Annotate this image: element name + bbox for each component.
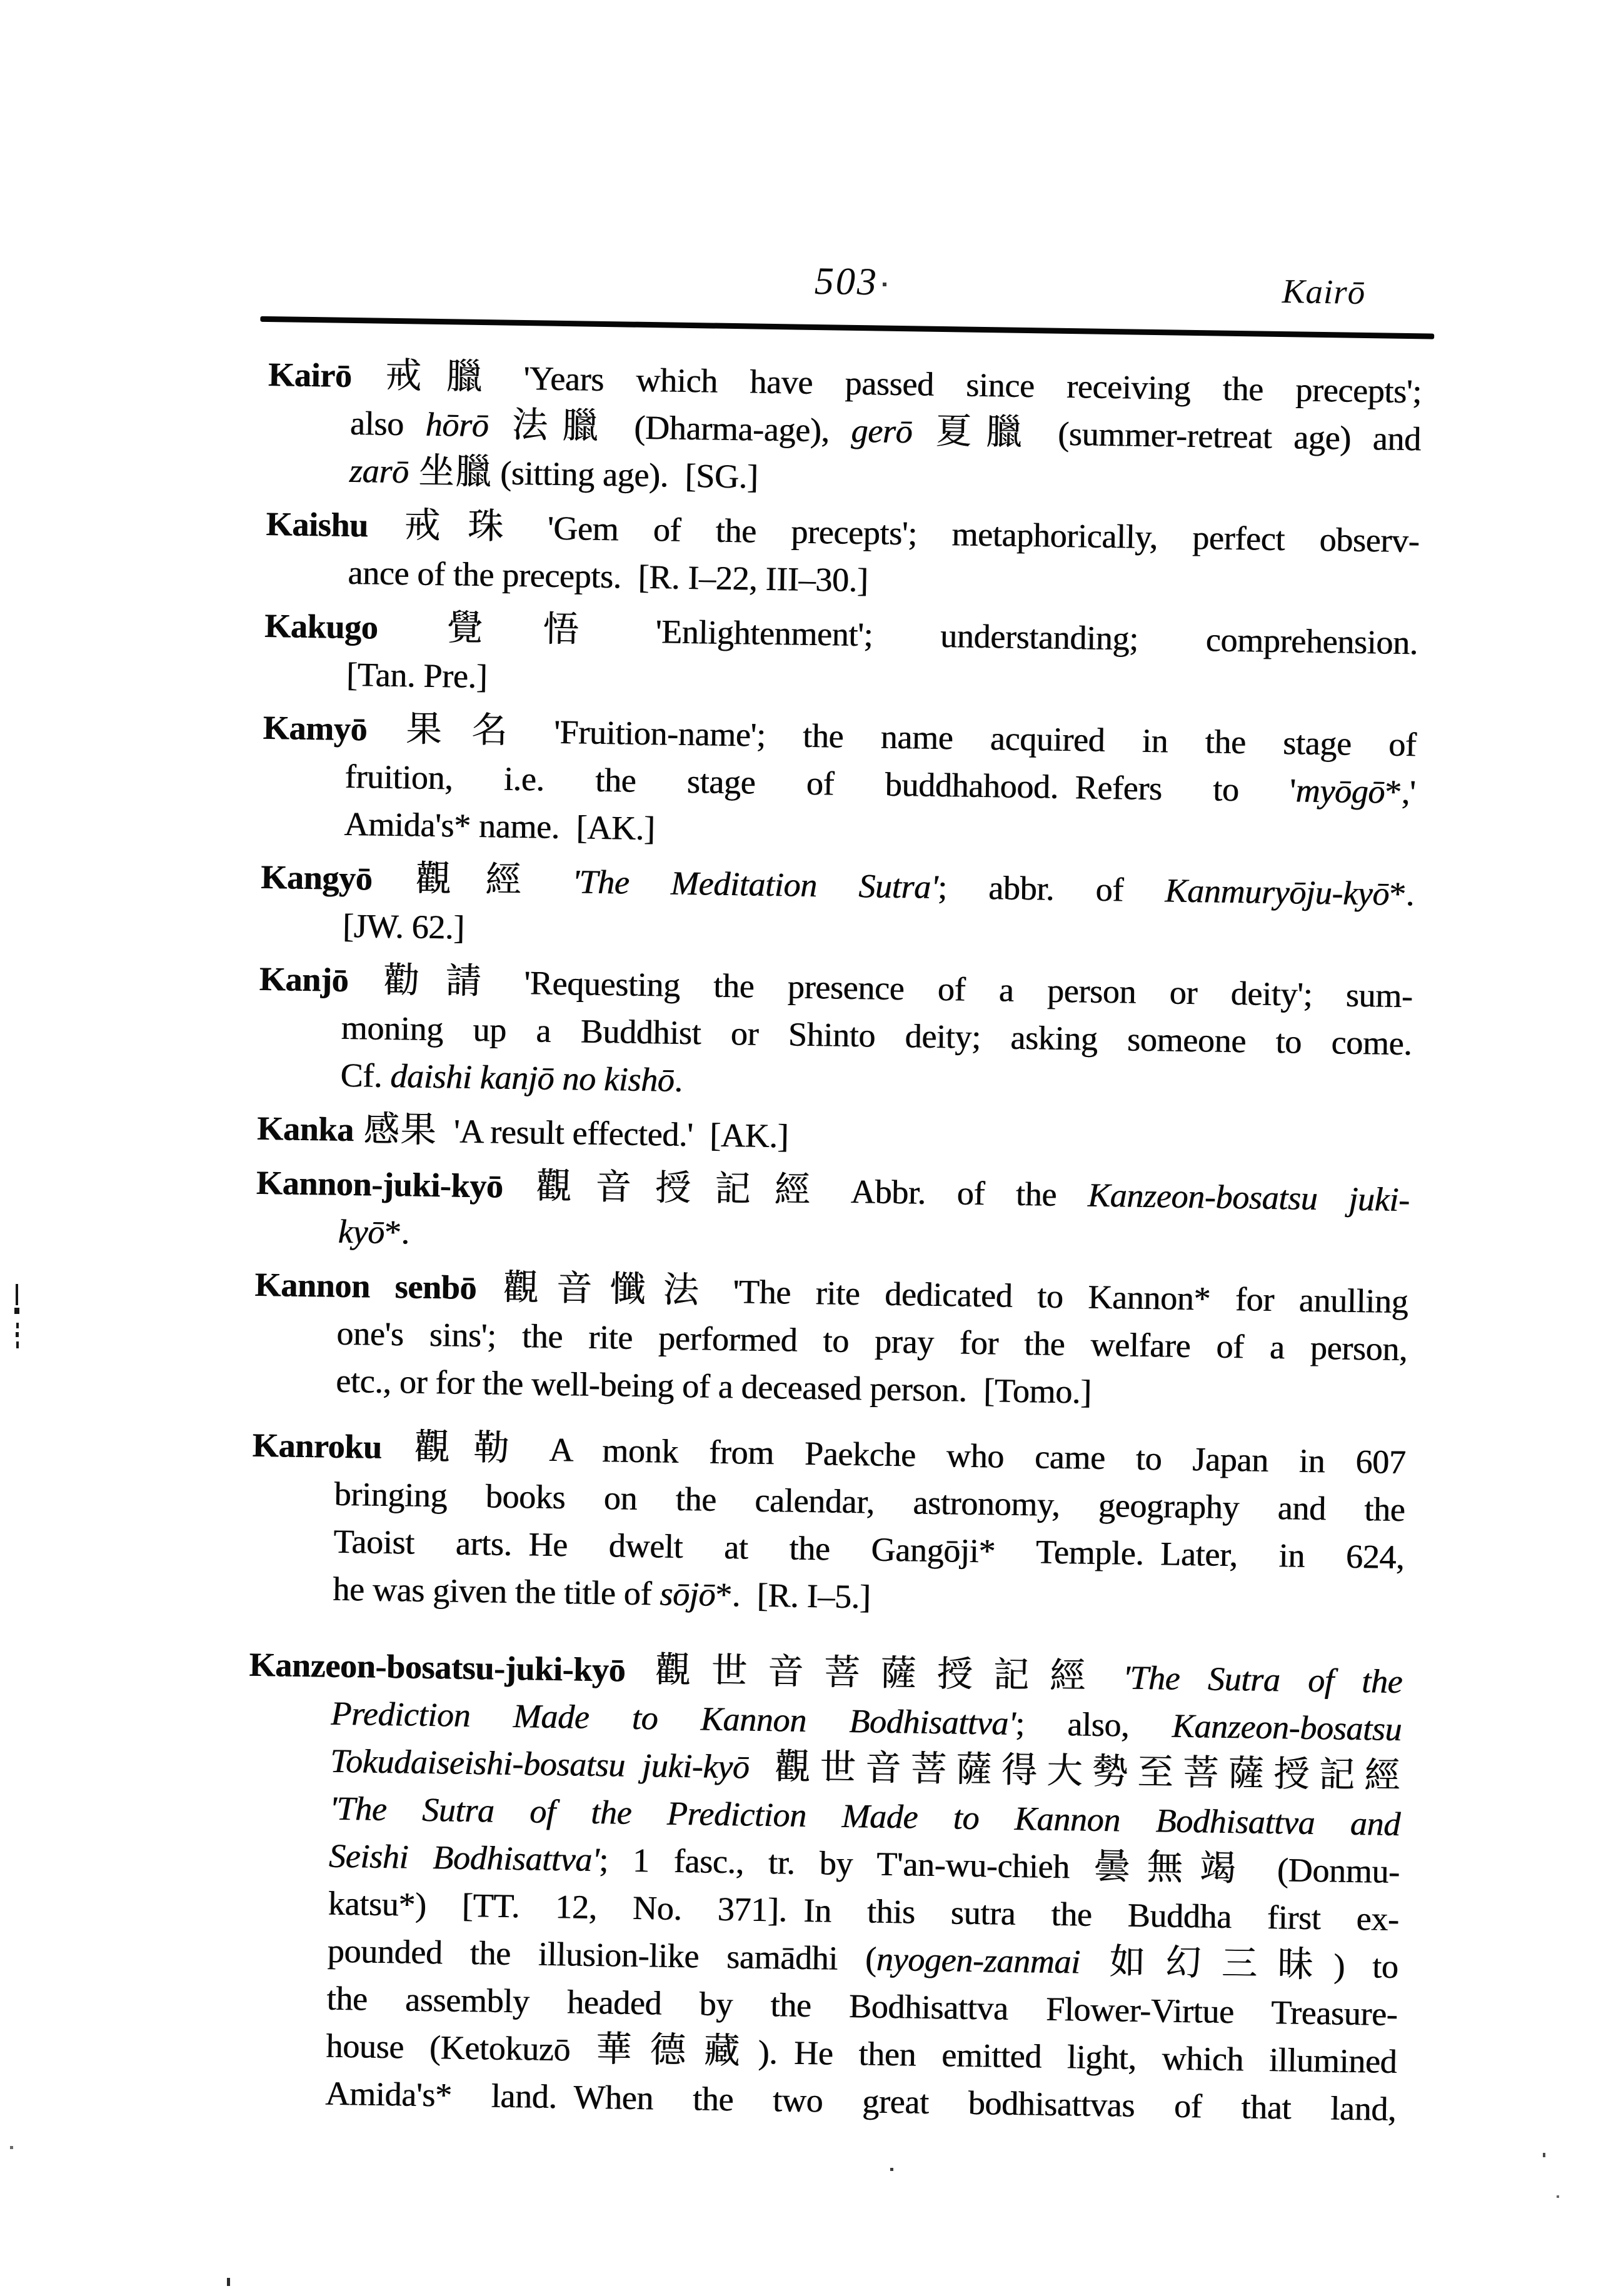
- dictionary-entry: [243, 1641, 1403, 2133]
- italic-text: Tokudaiseishi-bosatsu juki-kyō: [329, 1742, 750, 1786]
- body-text: (summer-retreat age) and: [1035, 414, 1422, 458]
- italic-text: 'The Meditation Sutra': [571, 863, 938, 906]
- italic-text: Kanmuryōju-kyō: [1164, 871, 1390, 913]
- body-text: *.: [384, 1213, 410, 1251]
- body-text: Abbr. of the: [833, 1172, 1088, 1214]
- dictionary-entry: [258, 955, 1413, 1115]
- page-number: 503: [814, 259, 879, 304]
- body-text: [JW. 62.]: [342, 906, 465, 946]
- margin-artifact: [16, 1284, 18, 1305]
- italic-text: 'The Sutra of the: [1122, 1658, 1403, 1701]
- headword: Kanka: [256, 1109, 354, 1149]
- body-text: Taoist arts. He dwelt at the Gangōji* Temple. Later, in 624,: [333, 1522, 1405, 1577]
- body-text: he was given the title of: [332, 1570, 660, 1613]
- body-text: 'Enlightenment'; understanding; comprehension.: [638, 612, 1418, 662]
- kanji-text: 觀世音菩薩授記經: [625, 1650, 1107, 1697]
- body-text: ance of the precepts. [R. I–22, III–30.]: [347, 553, 868, 599]
- body-text: 'A result effected.' [AK.]: [436, 1112, 789, 1155]
- headword: Kangyō: [260, 858, 373, 898]
- body-text: ). He then emitted light, which illumined: [758, 2033, 1397, 2081]
- italic-text: daishi kanjō no kishō: [389, 1057, 675, 1099]
- headword: Kairō: [268, 355, 352, 394]
- dictionary-entry: [265, 500, 1420, 612]
- body-text: Amida's* name. [AK.]: [343, 805, 655, 848]
- body-text: ; abbr. of: [937, 868, 1165, 910]
- headword: Kannon senbō: [254, 1265, 477, 1307]
- headword: Kanzeon-bosatsu-juki-kyō: [249, 1645, 626, 1689]
- italic-text: gerō: [850, 411, 913, 451]
- kanji-text: 戒珠: [368, 505, 531, 548]
- header-rule: [260, 316, 1434, 339]
- body-text: moning up a Buddhist or Shinto deity; asking someone to come.: [341, 1008, 1412, 1063]
- body-text: ) to: [1333, 1947, 1398, 1986]
- margin-artifact: [16, 1341, 19, 1348]
- body-text: (Donmu-: [1252, 1850, 1400, 1891]
- kanji-text: 戒臘: [351, 355, 508, 398]
- kanji-text: 觀勒: [381, 1426, 533, 1469]
- scan-speck: [10, 2146, 13, 2149]
- kanji-text: 果名: [366, 709, 538, 751]
- kanji-text: 曇無竭: [1093, 1847, 1253, 1889]
- kanji-text: 坐臘: [408, 451, 493, 493]
- kanji-text: 法臘: [488, 405, 613, 447]
- entry-line: [257, 1105, 1411, 1169]
- body-text: A monk from Paekche who came to Japan in 607: [532, 1430, 1406, 1481]
- body-text: bringing books on the calendar, astronomy, geography and the: [334, 1475, 1405, 1529]
- body-text: 'The rite dedicated to Kannon* for anulling: [716, 1272, 1408, 1321]
- body-text: fruition, i.e. the stage of buddhahood. Refers to ': [344, 757, 1297, 810]
- body-text: [555, 863, 573, 900]
- running-head: Kairō: [1282, 272, 1366, 311]
- dictionary-entry: [257, 1105, 1411, 1169]
- dictionary-entries: [243, 351, 1422, 2133]
- page-header: [269, 251, 1423, 317]
- dictionary-entry: [255, 1159, 1410, 1271]
- body-text: .: [673, 1061, 683, 1099]
- italic-text: 'The Sutra of the Prediction Made to Kannon Bodhisattva and: [329, 1789, 1401, 1843]
- kanji-text: 觀經: [371, 858, 556, 901]
- body-text: katsu*) [TT. 12, No. 371]. In this sutra the Buddha first ex-: [328, 1884, 1400, 1938]
- kanji-text: 觀世音菩薩得大勢至菩薩授記經: [765, 1747, 1402, 1797]
- dictionary-entry: [266, 351, 1422, 510]
- dictionary-entry: [259, 853, 1414, 965]
- body-text: ; also,: [1015, 1704, 1173, 1745]
- body-text: [1106, 1658, 1123, 1696]
- kanji-text: 如幻三昧: [1080, 1942, 1334, 1985]
- dictionary-entry: [263, 602, 1418, 714]
- body-text: (sitting age). [SG.]: [491, 454, 758, 496]
- body-text: one's sins'; the rite performed to pray for the welfare of a person,: [336, 1314, 1408, 1368]
- italic-text: kyō: [338, 1212, 385, 1251]
- body-text: [Tan. Pre.]: [346, 655, 488, 696]
- page-content: [243, 251, 1423, 2133]
- italic-text: Kanzeon-bosatsu: [1172, 1707, 1402, 1748]
- italic-text: myōgō: [1295, 771, 1385, 811]
- headword: Kakugo: [264, 606, 378, 646]
- italic-text: Seishi Bodhisattva': [328, 1837, 600, 1879]
- italic-text: Kanzeon-bosatsu juki-: [1087, 1176, 1410, 1219]
- body-text: pounded the illusion-like samādhi (: [327, 1932, 877, 1978]
- kanji-text: 觀音授記經: [503, 1166, 835, 1211]
- body-text: *,': [1384, 773, 1416, 811]
- italic-text: zarō: [349, 451, 409, 491]
- body-text: *. [R. I–5.]: [715, 1575, 871, 1616]
- body-text: (Dharma-age),: [612, 408, 851, 449]
- body-text: also: [349, 404, 426, 443]
- dictionary-entry: [253, 1261, 1408, 1420]
- body-text: Cf.: [340, 1056, 391, 1095]
- body-text: 'Years which have passed since receiving the precepts';: [506, 359, 1422, 411]
- italic-text: Prediction Made to Kannon Bodhisattva': [330, 1694, 1016, 1742]
- body-text: 'Fruition-name'; the name acquired in the stage of: [536, 713, 1417, 764]
- body-text: the assembly headed by the Bodhisattva Flower-Virtue Treasure-: [326, 1979, 1398, 2033]
- body-text: house (Ketokuzō: [325, 2027, 596, 2069]
- body-text: 'Requesting the presence of a person or deity'; sum-: [507, 963, 1413, 1015]
- kanji-text: 感果: [353, 1110, 438, 1151]
- kanji-text: 觀音懺法: [476, 1268, 717, 1311]
- headword: Kanjō: [259, 960, 349, 999]
- kanji-text: 勸請: [348, 960, 508, 1002]
- kanji-text: 華德藏: [595, 2030, 758, 2072]
- italic-text: nyogen-zanmai: [876, 1940, 1081, 1981]
- kanji-text: 覺悟: [377, 607, 640, 651]
- headword: Kannon-juki-kyō: [256, 1163, 503, 1205]
- body-text: [749, 1748, 766, 1786]
- margin-artifact: [14, 1308, 19, 1314]
- body-text: ; 1 fasc., tr. by T'an-wu-chieh: [598, 1841, 1095, 1886]
- body-text: Amida's* land. When the two great bodhisattvas of that land,: [324, 2074, 1397, 2128]
- headword: Kaishu: [266, 504, 369, 544]
- margin-artifact: [16, 1323, 19, 1328]
- scan-speck: [883, 283, 886, 286]
- headword: Kamyō: [263, 708, 368, 748]
- body-text: 'Gem of the precepts'; metaphorically, perfect observ-: [530, 509, 1420, 560]
- margin-artifact: [16, 1332, 19, 1337]
- dictionary-entry: [261, 704, 1417, 863]
- headword: Kanroku: [252, 1426, 383, 1466]
- body-text: *.: [1388, 875, 1415, 913]
- scan-speck: [890, 2168, 893, 2171]
- scan-speck: [1543, 2153, 1545, 2157]
- body-text: etc., or for the well-being of a deceased person. [Tomo.]: [335, 1361, 1092, 1411]
- kanji-text: 夏臘: [911, 411, 1036, 453]
- scan-speck: [227, 2278, 230, 2286]
- dictionary-entry: [250, 1421, 1406, 1628]
- italic-text: sōjō: [659, 1575, 716, 1613]
- italic-text: hōrō: [425, 405, 489, 444]
- scan-speck: [1557, 2195, 1559, 2198]
